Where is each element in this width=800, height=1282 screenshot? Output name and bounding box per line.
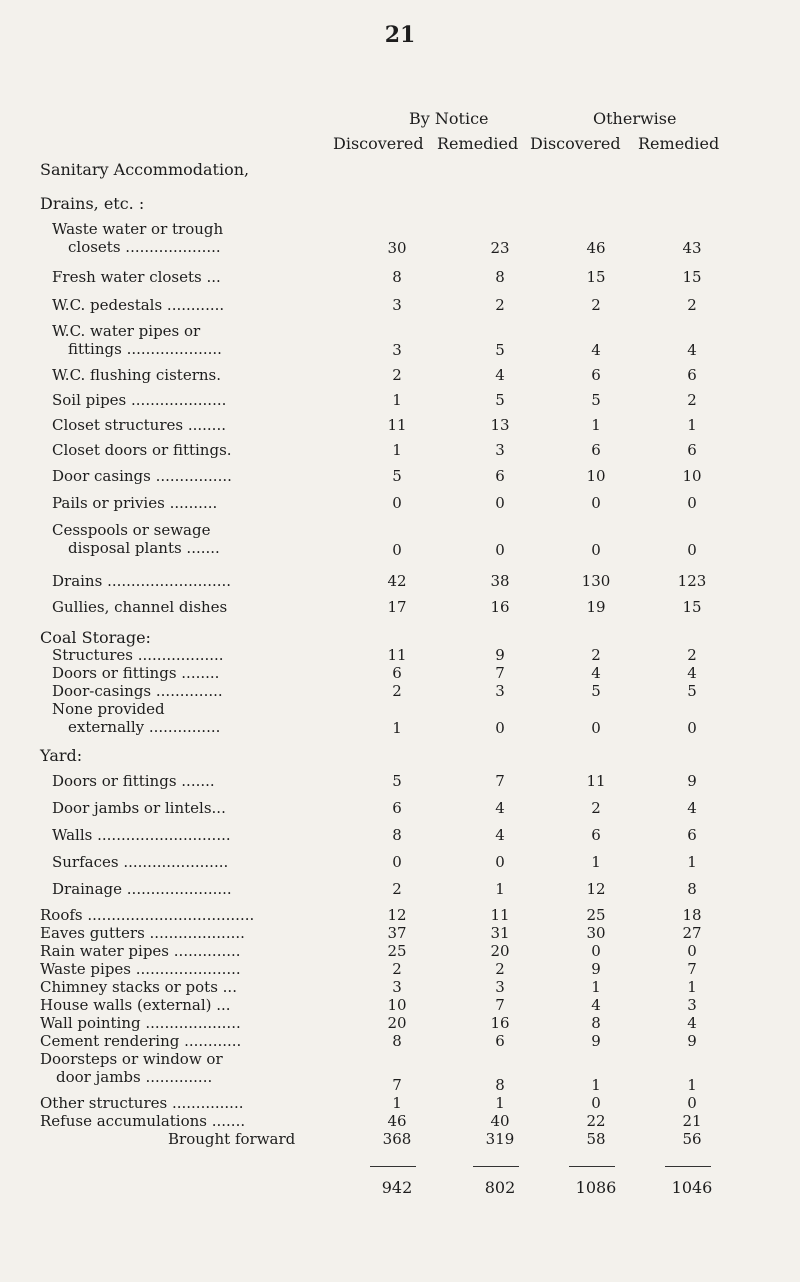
cell-value: 5 bbox=[495, 341, 505, 359]
cell-value: 8 bbox=[495, 1076, 505, 1094]
row-label-continuation: externally ............... bbox=[68, 718, 221, 736]
cell-value: 130 bbox=[581, 572, 611, 590]
cell-value: 6 bbox=[392, 664, 402, 682]
section-drains: Drains, etc. : bbox=[40, 194, 145, 213]
cell-value: 3 bbox=[495, 978, 505, 996]
cell-value: 2 bbox=[687, 391, 697, 409]
row-label bbox=[52, 682, 223, 700]
row-label bbox=[52, 700, 220, 736]
cell-value: 3 bbox=[392, 978, 402, 996]
section-coal-storage: Coal Storage: bbox=[40, 628, 151, 647]
cell-value: 1 bbox=[687, 853, 697, 871]
total-rule bbox=[665, 1166, 711, 1167]
brought-forward-label: Brought forward bbox=[168, 1130, 296, 1148]
cell-value: 6 bbox=[591, 826, 601, 844]
cell-value: 8 bbox=[392, 826, 402, 844]
row-label bbox=[40, 906, 254, 924]
cell-value: 25 bbox=[387, 942, 407, 960]
cell-value: 3 bbox=[495, 682, 505, 700]
row-label bbox=[52, 880, 232, 898]
cell-value: 7 bbox=[495, 996, 505, 1014]
row-label-text: Door jambs or lintels... bbox=[52, 799, 226, 817]
by-notice-heading: By Notice bbox=[409, 109, 489, 128]
row-label-text: None provided bbox=[52, 700, 165, 718]
cell-value: 6 bbox=[495, 467, 505, 485]
cell-value: 22 bbox=[586, 1112, 606, 1130]
row-label-text: Eaves gutters .................... bbox=[40, 924, 245, 942]
cell-value: 38 bbox=[490, 572, 510, 590]
cell-value: 0 bbox=[591, 942, 601, 960]
cell-value: 3 bbox=[687, 996, 697, 1014]
row-label bbox=[40, 1032, 241, 1050]
cell-value: 46 bbox=[586, 239, 606, 257]
cell-value: 8 bbox=[495, 268, 505, 286]
cell-value: 0 bbox=[495, 494, 505, 512]
cell-value: 4 bbox=[591, 996, 601, 1014]
cell-value: 0 bbox=[392, 853, 402, 871]
cell-value: 20 bbox=[387, 1014, 407, 1032]
cell-value: 4 bbox=[687, 341, 697, 359]
cell-value: 1 bbox=[591, 1076, 601, 1094]
cell-value: 3 bbox=[392, 341, 402, 359]
row-label-text: Doors or fittings ....... bbox=[52, 772, 215, 790]
cell-value: 0 bbox=[495, 541, 505, 559]
cell-value: 1 bbox=[392, 441, 402, 459]
row-label-text: Waste water or trough bbox=[52, 220, 224, 238]
cell-value: 37 bbox=[387, 924, 407, 942]
row-label bbox=[40, 1112, 245, 1130]
cell-value: 7 bbox=[495, 664, 505, 682]
section-yard: Yard: bbox=[40, 746, 83, 765]
row-label bbox=[52, 268, 221, 286]
row-label-continuation: closets .................... bbox=[68, 238, 221, 256]
cell-value: 19 bbox=[586, 598, 606, 616]
row-label-text: Refuse accumulations ....... bbox=[40, 1112, 246, 1130]
cell-value: 46 bbox=[387, 1112, 407, 1130]
cell-value: 11 bbox=[387, 416, 407, 434]
cell-value: 30 bbox=[586, 924, 606, 942]
cell-value: 3 bbox=[495, 441, 505, 459]
row-label-text: Door casings ................ bbox=[52, 467, 232, 485]
cell-value: 4 bbox=[591, 341, 601, 359]
section-sanitary: Sanitary Accommodation, bbox=[40, 160, 250, 179]
col-discovered-1: Discovered bbox=[333, 134, 424, 153]
cell-value: 5 bbox=[591, 682, 601, 700]
row-label bbox=[52, 826, 231, 844]
cell-value: 6 bbox=[495, 1032, 505, 1050]
cell-value: 2 bbox=[392, 366, 402, 384]
row-label bbox=[52, 296, 224, 314]
row-label bbox=[52, 799, 226, 817]
cell-value: 5 bbox=[392, 772, 402, 790]
cell-value: 0 bbox=[392, 494, 402, 512]
cell-value: 2 bbox=[392, 960, 402, 978]
cell-value: 16 bbox=[490, 598, 510, 616]
cell-value: 0 bbox=[591, 541, 601, 559]
cell-value: 27 bbox=[682, 924, 702, 942]
cell-value: 1 bbox=[687, 416, 697, 434]
cell-value: 25 bbox=[586, 906, 606, 924]
cell-value: 13 bbox=[490, 416, 510, 434]
otherwise-heading: Otherwise bbox=[593, 109, 677, 128]
row-label bbox=[52, 391, 226, 409]
cell-value: 10 bbox=[586, 467, 606, 485]
row-label-continuation: disposal plants ....... bbox=[68, 539, 220, 557]
col-discovered-2: Discovered bbox=[530, 134, 621, 153]
cell-value: 5 bbox=[591, 391, 601, 409]
cell-value: 0 bbox=[687, 541, 697, 559]
row-label-text: Drains .......................... bbox=[52, 572, 232, 590]
row-label-text: Structures .................. bbox=[52, 646, 224, 664]
cell-value: 6 bbox=[687, 826, 697, 844]
cell-value: 20 bbox=[490, 942, 510, 960]
row-label bbox=[52, 772, 215, 790]
row-label bbox=[52, 220, 223, 256]
total-rule bbox=[370, 1166, 416, 1167]
cell-value: 15 bbox=[682, 598, 702, 616]
cell-value: 1 bbox=[591, 978, 601, 996]
row-label-text: Door-casings .............. bbox=[52, 682, 223, 700]
cell-value: 12 bbox=[387, 906, 407, 924]
cell-value: 4 bbox=[495, 366, 505, 384]
row-label bbox=[40, 942, 241, 960]
row-label-text: Closet structures ........ bbox=[52, 416, 226, 434]
row-label bbox=[52, 853, 228, 871]
row-label-text: House walls (external) ... bbox=[40, 996, 231, 1014]
cell-value: 11 bbox=[387, 646, 407, 664]
row-label-text: Roofs ................................... bbox=[40, 906, 255, 924]
row-label-text: Chimney stacks or pots ... bbox=[40, 978, 237, 996]
row-label-text: Fresh water closets ... bbox=[52, 268, 221, 286]
row-label bbox=[52, 646, 224, 664]
row-label-text: W.C. flushing cisterns. bbox=[52, 366, 221, 384]
cell-value: 2 bbox=[392, 682, 402, 700]
row-label-text: Cesspools or sewage bbox=[52, 521, 211, 539]
total-value: 1086 bbox=[575, 1178, 617, 1197]
row-label bbox=[40, 960, 241, 978]
cell-value: 4 bbox=[687, 799, 697, 817]
cell-value: 6 bbox=[591, 441, 601, 459]
cell-value: 1 bbox=[392, 1094, 402, 1112]
row-label-text: Soil pipes .................... bbox=[52, 391, 227, 409]
cell-value: 0 bbox=[687, 942, 697, 960]
page-number: 21 bbox=[384, 22, 416, 48]
cell-value: 5 bbox=[687, 682, 697, 700]
cell-value: 6 bbox=[687, 441, 697, 459]
cell-value: 0 bbox=[687, 719, 697, 737]
row-label bbox=[52, 467, 232, 485]
cell-value: 16 bbox=[490, 1014, 510, 1032]
total-value: 942 bbox=[381, 1178, 413, 1197]
cell-value: 9 bbox=[591, 960, 601, 978]
cell-value: 1 bbox=[495, 1094, 505, 1112]
cell-value: 12 bbox=[586, 880, 606, 898]
row-label-text: Surfaces ...................... bbox=[52, 853, 229, 871]
row-label bbox=[40, 924, 245, 942]
total-rule bbox=[473, 1166, 519, 1167]
cell-value: 15 bbox=[586, 268, 606, 286]
row-label-text: Pails or privies .......... bbox=[52, 494, 218, 512]
row-label-continuation: door jambs .............. bbox=[56, 1068, 213, 1086]
cell-value: 23 bbox=[490, 239, 510, 257]
total-value: 1046 bbox=[671, 1178, 713, 1197]
cell-value: 5 bbox=[495, 391, 505, 409]
brought-forward-value: 56 bbox=[682, 1130, 702, 1148]
brought-forward-value: 58 bbox=[586, 1130, 606, 1148]
row-label-text: Wall pointing .................... bbox=[40, 1014, 241, 1032]
row-label bbox=[40, 1050, 223, 1086]
cell-value: 1 bbox=[392, 391, 402, 409]
row-label bbox=[40, 1094, 243, 1112]
cell-value: 0 bbox=[495, 853, 505, 871]
total-rule bbox=[569, 1166, 615, 1167]
total-value: 802 bbox=[484, 1178, 516, 1197]
brought-forward-value: 319 bbox=[485, 1130, 515, 1148]
row-label-text: Waste pipes ...................... bbox=[40, 960, 241, 978]
row-label bbox=[52, 664, 219, 682]
row-label bbox=[52, 521, 220, 557]
row-label bbox=[40, 996, 231, 1014]
row-label bbox=[52, 494, 217, 512]
cell-value: 21 bbox=[682, 1112, 702, 1130]
cell-value: 1 bbox=[687, 1076, 697, 1094]
cell-value: 7 bbox=[392, 1076, 402, 1094]
col-remedied-2: Remedied bbox=[638, 134, 720, 153]
row-label-text: Walls ............................ bbox=[52, 826, 231, 844]
row-label-text: W.C. water pipes or bbox=[52, 322, 201, 340]
cell-value: 1 bbox=[591, 416, 601, 434]
cell-value: 6 bbox=[392, 799, 402, 817]
cell-value: 9 bbox=[495, 646, 505, 664]
cell-value: 7 bbox=[687, 960, 697, 978]
cell-value: 43 bbox=[682, 239, 702, 257]
cell-value: 2 bbox=[687, 296, 697, 314]
cell-value: 4 bbox=[687, 1014, 697, 1032]
row-label bbox=[52, 441, 232, 459]
row-label-text: Closet doors or fittings. bbox=[52, 441, 232, 459]
row-label bbox=[40, 1014, 241, 1032]
cell-value: 40 bbox=[490, 1112, 510, 1130]
cell-value: 2 bbox=[495, 960, 505, 978]
cell-value: 9 bbox=[687, 1032, 697, 1050]
cell-value: 31 bbox=[490, 924, 510, 942]
col-remedied-1: Remedied bbox=[437, 134, 519, 153]
cell-value: 0 bbox=[591, 494, 601, 512]
row-label-text: Cement rendering ............ bbox=[40, 1032, 242, 1050]
cell-value: 0 bbox=[687, 1094, 697, 1112]
row-label-text: Doors or fittings ........ bbox=[52, 664, 220, 682]
row-label-text: Rain water pipes .............. bbox=[40, 942, 241, 960]
cell-value: 10 bbox=[682, 467, 702, 485]
cell-value: 1 bbox=[687, 978, 697, 996]
row-label-text: W.C. pedestals ............ bbox=[52, 296, 225, 314]
row-label bbox=[52, 322, 222, 358]
cell-value: 0 bbox=[591, 1094, 601, 1112]
cell-value: 11 bbox=[490, 906, 510, 924]
cell-value: 2 bbox=[591, 799, 601, 817]
cell-value: 8 bbox=[687, 880, 697, 898]
cell-value: 2 bbox=[392, 880, 402, 898]
cell-value: 4 bbox=[495, 799, 505, 817]
cell-value: 4 bbox=[495, 826, 505, 844]
cell-value: 2 bbox=[591, 296, 601, 314]
row-label-continuation: fittings .................... bbox=[68, 340, 222, 358]
cell-value: 9 bbox=[591, 1032, 601, 1050]
cell-value: 4 bbox=[687, 664, 697, 682]
cell-value: 0 bbox=[591, 719, 601, 737]
cell-value: 30 bbox=[387, 239, 407, 257]
cell-value: 10 bbox=[387, 996, 407, 1014]
cell-value: 5 bbox=[392, 467, 402, 485]
cell-value: 7 bbox=[495, 772, 505, 790]
cell-value: 8 bbox=[392, 268, 402, 286]
row-label-text: Other structures ............... bbox=[40, 1094, 244, 1112]
brought-forward-value: 368 bbox=[382, 1130, 412, 1148]
cell-value: 2 bbox=[591, 646, 601, 664]
cell-value: 0 bbox=[687, 494, 697, 512]
cell-value: 8 bbox=[591, 1014, 601, 1032]
cell-value: 42 bbox=[387, 572, 407, 590]
cell-value: 6 bbox=[687, 366, 697, 384]
cell-value: 1 bbox=[495, 880, 505, 898]
cell-value: 8 bbox=[392, 1032, 402, 1050]
cell-value: 6 bbox=[591, 366, 601, 384]
cell-value: 0 bbox=[495, 719, 505, 737]
row-label bbox=[52, 598, 227, 616]
cell-value: 17 bbox=[387, 598, 407, 616]
cell-value: 4 bbox=[591, 664, 601, 682]
row-label bbox=[52, 416, 226, 434]
cell-value: 1 bbox=[591, 853, 601, 871]
cell-value: 11 bbox=[586, 772, 606, 790]
row-label bbox=[40, 978, 237, 996]
cell-value: 9 bbox=[687, 772, 697, 790]
row-label-text: Gullies, channel dishes bbox=[52, 598, 228, 616]
row-label-text: Doorsteps or window or bbox=[40, 1050, 223, 1068]
cell-value: 3 bbox=[392, 296, 402, 314]
cell-value: 2 bbox=[495, 296, 505, 314]
cell-value: 2 bbox=[687, 646, 697, 664]
row-label-text: Drainage ...................... bbox=[52, 880, 232, 898]
cell-value: 15 bbox=[682, 268, 702, 286]
row-label bbox=[52, 572, 231, 590]
cell-value: 0 bbox=[392, 541, 402, 559]
row-label bbox=[52, 366, 221, 384]
cell-value: 18 bbox=[682, 906, 702, 924]
cell-value: 123 bbox=[677, 572, 707, 590]
cell-value: 1 bbox=[392, 719, 402, 737]
